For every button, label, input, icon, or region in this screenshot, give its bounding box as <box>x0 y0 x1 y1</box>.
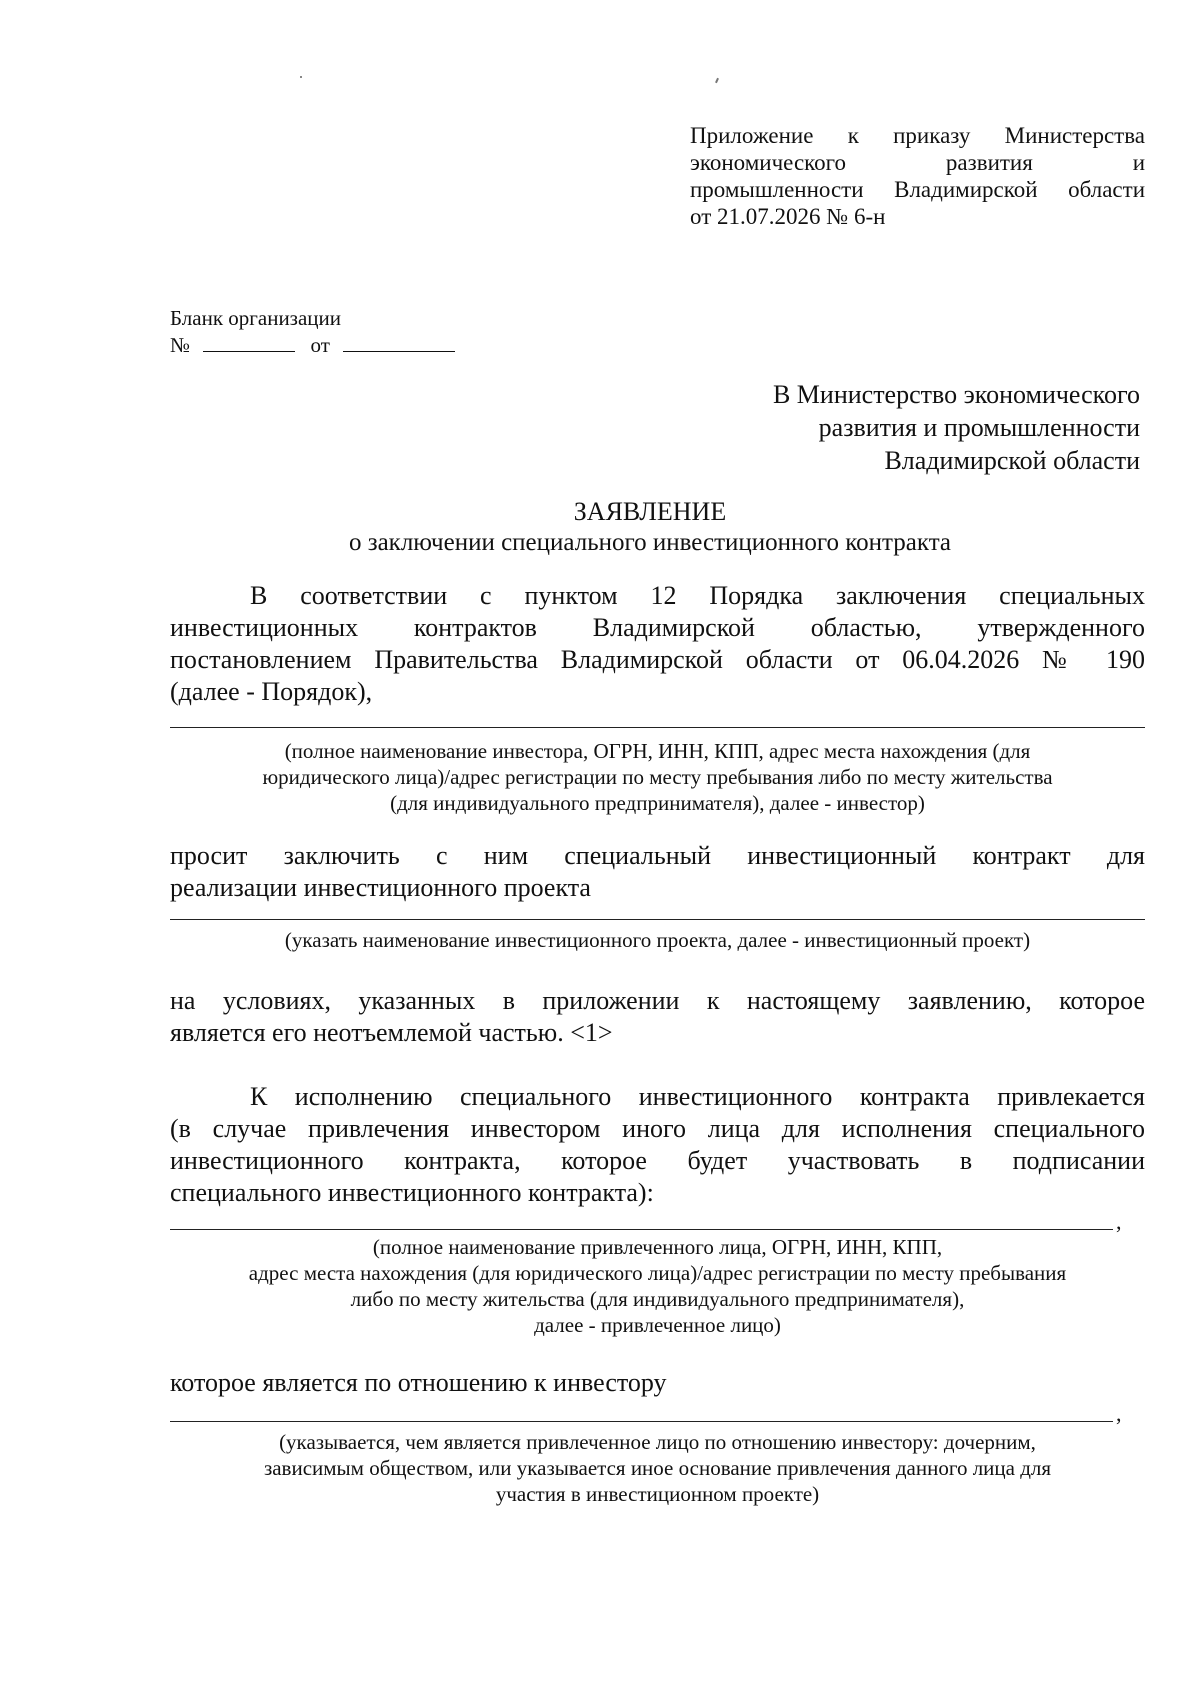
attracted-field-comma: , <box>1116 1209 1122 1234</box>
org-blank <box>170 305 455 359</box>
addressee-line: развития и промышленности <box>818 413 1140 442</box>
attracted-line: специального инвестиционного контракта): <box>170 1178 654 1207</box>
addressee-line: Владимирской области <box>884 446 1140 475</box>
attracted-field-line[interactable] <box>170 1229 1113 1230</box>
intro-line: (далее - Порядок), <box>170 677 373 706</box>
relation-note-line: участия в инвестиционном проекте) <box>495 1482 820 1506</box>
attracted-line: (в случае привлечения инвестором иного лица для исполнения специального <box>170 1114 1145 1143</box>
intro-line: инвестиционных контрактов Владимирской областью, утвержденного <box>170 613 1145 642</box>
annex-line: промышленности Владимирской области <box>690 177 1145 202</box>
conditions-line: является его неотъемлемой частью. <1> <box>170 1018 613 1047</box>
relation-text: которое является по отношению к инвестору <box>170 1368 667 1397</box>
number-field[interactable] <box>203 333 295 352</box>
document-subtitle: о заключении специального инвестиционного контракта <box>348 529 952 556</box>
conditions-paragraph <box>170 985 1145 1049</box>
attracted-note <box>170 1234 1145 1338</box>
request-line: реализации инвестиционного проекта <box>170 873 591 902</box>
intro-paragraph <box>170 580 1145 708</box>
annex-line: экономического развития и <box>690 150 1145 175</box>
project-note: (указать наименование инвестиционного проекта, далее - инвестиционный проект) <box>284 928 1031 952</box>
relation-note-line: зависимым обществом, или указывается иное основание привлечения данного лица для <box>263 1456 1052 1480</box>
investor-note-line: юридического лица)/адрес регистрации по месту пребывания либо по месту жительства <box>262 765 1053 789</box>
scan-speck <box>300 76 302 78</box>
conditions-line: на условиях, указанных в приложении к настоящему заявлению, которое <box>170 986 1145 1015</box>
annex-header <box>690 122 1145 230</box>
annex-line: Приложение к приказу Министерства <box>690 123 1145 148</box>
addressee-line: В Министерство экономического <box>772 380 1140 409</box>
attracted-note-line: (полное наименование привлеченного лица, ОГРН, ИНН, КПП, <box>372 1235 943 1259</box>
relation-field-line[interactable] <box>170 1421 1113 1422</box>
intro-line: постановлением Правительства Владимирской области от 06.04.2026 № 190 <box>170 645 1145 674</box>
relation-field-comma: , <box>1116 1401 1122 1426</box>
investor-note-line: (для индивидуального предпринимателя), далее - инвестор) <box>390 791 925 815</box>
org-blank-label: Бланк организации <box>170 306 342 330</box>
attracted-line: К исполнению специального инвестиционного контракта привлекается <box>250 1082 1145 1111</box>
intro-line: В соответствии с пунктом 12 Порядка заключения специальных <box>250 581 1145 610</box>
attracted-note-line: адрес места нахождения (для юридического лица)/адрес регистрации по месту пребывания <box>248 1261 1067 1285</box>
attracted-line: инвестиционного контракта, которое будет участвовать в подписании <box>170 1146 1145 1175</box>
relation-note-line: (указывается, чем является привлеченное лицо по отношению инвестору: дочерним, <box>279 1430 1036 1454</box>
title-block <box>0 497 1200 559</box>
date-field[interactable] <box>343 333 455 352</box>
scan-speck <box>715 78 719 83</box>
relation-note <box>170 1429 1145 1507</box>
addressee <box>773 378 1140 477</box>
request-paragraph <box>170 840 1145 904</box>
date-label: от <box>310 333 330 357</box>
org-blank-number-line <box>170 332 455 359</box>
attracted-note-line: далее - привлеченное лицо) <box>534 1313 781 1337</box>
annex-line: от 21.07.2026 № 6-н <box>690 204 886 229</box>
investor-field-line[interactable] <box>170 727 1145 728</box>
request-line: просит заключить с ним специальный инвестиционный контракт для <box>170 841 1145 870</box>
project-field-line[interactable] <box>170 919 1145 920</box>
attracted-note-line: либо по месту жительства (для индивидуального предпринимателя), <box>350 1287 965 1311</box>
attracted-paragraph <box>170 1081 1145 1209</box>
investor-note-line: (полное наименование инвестора, ОГРН, ИНН, КПП, адрес места нахождения (для <box>284 739 1031 763</box>
number-label: № <box>170 333 191 357</box>
document-title: ЗАЯВЛЕНИЕ <box>573 497 727 526</box>
investor-note <box>170 738 1145 816</box>
